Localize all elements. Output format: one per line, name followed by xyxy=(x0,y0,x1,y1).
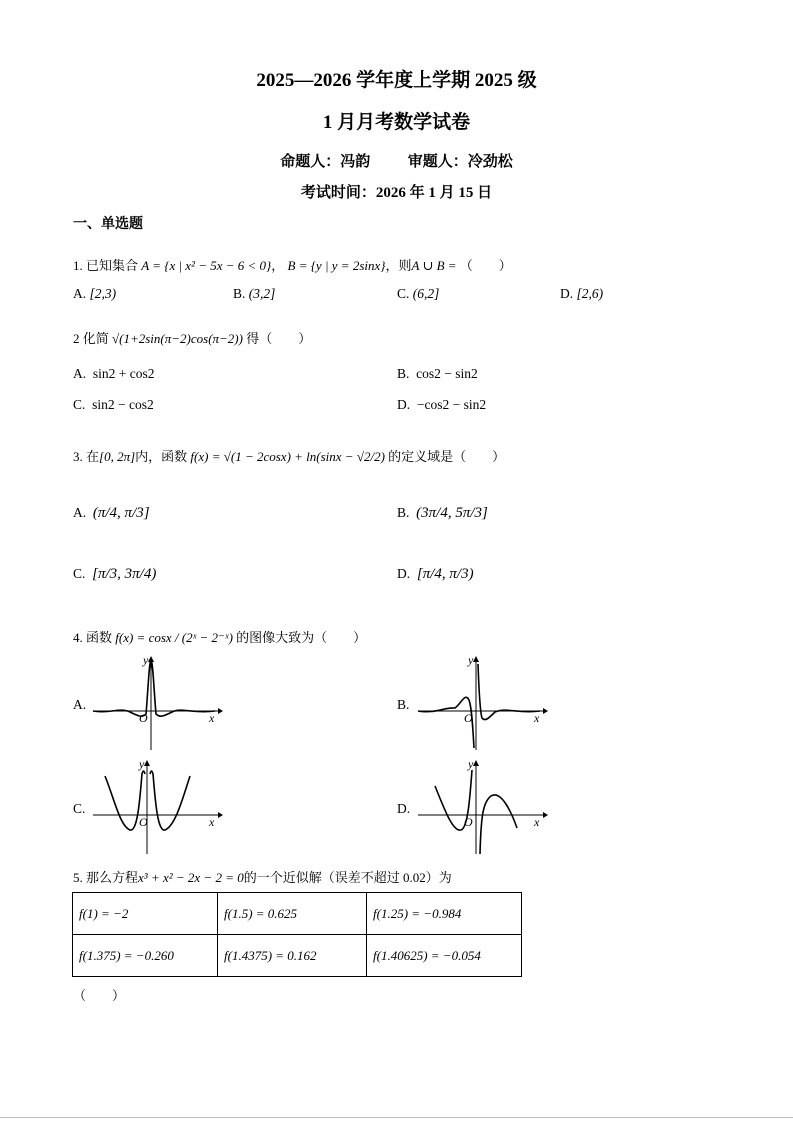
option-label: B. xyxy=(233,286,246,301)
exam-date: 考试时间：2026 年 1 月 15 日 xyxy=(300,185,493,201)
table-cell: f(1.25) = −0.984 xyxy=(367,893,522,935)
option-label: D. xyxy=(397,397,411,412)
option-value: (6,2] xyxy=(412,286,440,301)
q4-option-a[interactable]: A. xyxy=(73,697,87,712)
origin-label: O xyxy=(139,815,148,829)
q5-prefix: 5. 那么方程 xyxy=(73,870,139,885)
option-label: D. xyxy=(397,566,411,581)
q1-option-c[interactable] xyxy=(397,286,439,302)
option-value: [π/3, 3π/4) xyxy=(92,566,157,582)
exam-authors: 命题人：冯韵 审题人：冷劲松 xyxy=(280,154,513,170)
page-bottom-rule xyxy=(0,1117,793,1118)
q2-expression: √(1+2sin(π−2)cos(π−2)) xyxy=(112,331,243,346)
x-axis-label: x xyxy=(209,815,215,829)
q5-suffix: 的一个近似解（误差不超过 0.02）为 xyxy=(243,870,452,885)
table-cell: f(1) = −2 xyxy=(73,893,218,935)
option-value: [2,6) xyxy=(576,286,604,301)
option-value: sin2 + cos2 xyxy=(92,366,155,381)
option-label: B. xyxy=(397,505,410,520)
y-axis-arrow xyxy=(144,760,150,766)
origin-label: O xyxy=(464,711,473,725)
option-label: B. xyxy=(397,366,410,381)
option-value: −cos2 − sin2 xyxy=(416,397,487,412)
q4-stem xyxy=(73,627,366,646)
q2-stem xyxy=(73,328,311,347)
q3-option-c[interactable] xyxy=(73,566,156,583)
q1-set-b: B = {y | y = 2sinx} xyxy=(287,258,386,273)
q4-graph-b[interactable] xyxy=(415,652,550,754)
q5-stem xyxy=(73,867,452,886)
curve-right xyxy=(480,795,517,854)
q4-graph-d[interactable] xyxy=(415,756,550,858)
q4-option-d[interactable]: D. xyxy=(397,801,411,816)
q3-interval: [0, 2π] xyxy=(99,449,136,464)
x-axis-arrow xyxy=(218,708,223,714)
x-axis-label: x xyxy=(209,711,215,725)
option-value: sin2 − cos2 xyxy=(92,397,154,412)
q1-then: ，则 xyxy=(385,258,412,273)
option-label: C. xyxy=(73,566,86,581)
y-axis-label: y xyxy=(468,757,474,771)
exam-title-line1: 2025—2026 学年度上学期 2025 级 xyxy=(256,70,537,91)
option-label: D. xyxy=(560,286,574,301)
x-axis-arrow xyxy=(543,708,548,714)
q2-option-d[interactable] xyxy=(397,397,486,413)
q2-suffix: 得（ ） xyxy=(246,331,312,346)
x-axis-label: x xyxy=(534,711,540,725)
q1-set-a: A = {x | x² − 5x − 6 < 0} xyxy=(141,258,272,273)
q3-option-d[interactable] xyxy=(397,566,474,583)
q3-prefix: 3. 在 xyxy=(73,449,100,464)
q2-prefix: 2 化简 xyxy=(73,331,109,346)
option-value: cos2 − sin2 xyxy=(416,366,478,381)
q1-option-d[interactable] xyxy=(560,286,603,302)
option-label: A. xyxy=(73,286,87,301)
q4-option-c[interactable]: C. xyxy=(73,801,86,816)
q1-comma: ， xyxy=(271,258,285,273)
origin-label: O xyxy=(139,711,148,725)
y-axis-arrow xyxy=(473,656,479,662)
q1-stem xyxy=(73,255,512,274)
q1-option-a[interactable] xyxy=(73,286,116,302)
option-value: [π/4, π/3) xyxy=(416,566,474,582)
section-heading: 一、单选题 xyxy=(73,217,143,232)
q5-value-table xyxy=(72,892,522,977)
q2-option-a[interactable] xyxy=(73,366,155,382)
q5-answer-paren: （ ） xyxy=(73,988,126,1003)
q4-suffix: 的图像大致为（ ） xyxy=(236,630,367,645)
q4-graph-c[interactable] xyxy=(90,756,225,858)
y-axis-arrow xyxy=(473,760,479,766)
q3-stem xyxy=(73,446,505,465)
option-value: (3,2] xyxy=(248,286,276,301)
q3-mid: 内，函数 xyxy=(135,449,188,464)
option-value: [2,3) xyxy=(89,286,117,301)
option-label: C. xyxy=(73,397,86,412)
q1-prefix: 1. 已知集合 xyxy=(73,258,139,273)
x-axis-arrow xyxy=(218,812,223,818)
exam-title-line2: 1 月月考数学试卷 xyxy=(322,112,471,133)
q4-option-b[interactable]: B. xyxy=(397,697,410,712)
option-value: (π/4, π/3] xyxy=(92,505,150,521)
table-cell: f(1.5) = 0.625 xyxy=(218,893,367,935)
y-axis-label: y xyxy=(143,653,149,667)
y-axis-label: y xyxy=(139,757,145,771)
option-label: A. xyxy=(73,505,87,520)
table-cell: f(1.40625) = −0.054 xyxy=(367,935,522,977)
table-row xyxy=(73,935,522,977)
option-value: (3π/4, 5π/3] xyxy=(416,505,488,521)
q1-answer-paren: （ ） xyxy=(459,258,512,273)
option-label: C. xyxy=(397,286,410,301)
curve-right xyxy=(150,771,190,830)
q3-function: f(x) = √(1 − 2cosx) + ln(sinx − √2/2) xyxy=(190,449,385,464)
curve xyxy=(93,660,215,716)
q3-suffix: 的定义域是（ ） xyxy=(388,449,506,464)
table-cell: f(1.4375) = 0.162 xyxy=(218,935,367,977)
y-axis-label: y xyxy=(468,653,474,667)
q5-equation: x³ + x² − 2x − 2 = 0 xyxy=(138,870,244,885)
q4-function: f(x) = cosx / (2ˣ − 2⁻ˣ) xyxy=(115,630,233,645)
q1-option-b[interactable] xyxy=(233,286,275,302)
origin-label: O xyxy=(464,815,473,829)
x-axis-arrow xyxy=(543,812,548,818)
q4-graph-a[interactable] xyxy=(90,652,225,754)
table-cell: f(1.375) = −0.260 xyxy=(73,935,218,977)
q3-option-b[interactable] xyxy=(397,505,488,522)
q2-option-c[interactable] xyxy=(73,397,154,413)
x-axis-label: x xyxy=(534,815,540,829)
q1-union: A ∪ B = xyxy=(411,258,457,273)
table-row xyxy=(73,893,522,935)
q4-prefix: 4. 函数 xyxy=(73,630,113,645)
q3-option-a[interactable] xyxy=(73,505,150,522)
option-label: A. xyxy=(73,366,87,381)
q2-option-b[interactable] xyxy=(397,366,478,382)
